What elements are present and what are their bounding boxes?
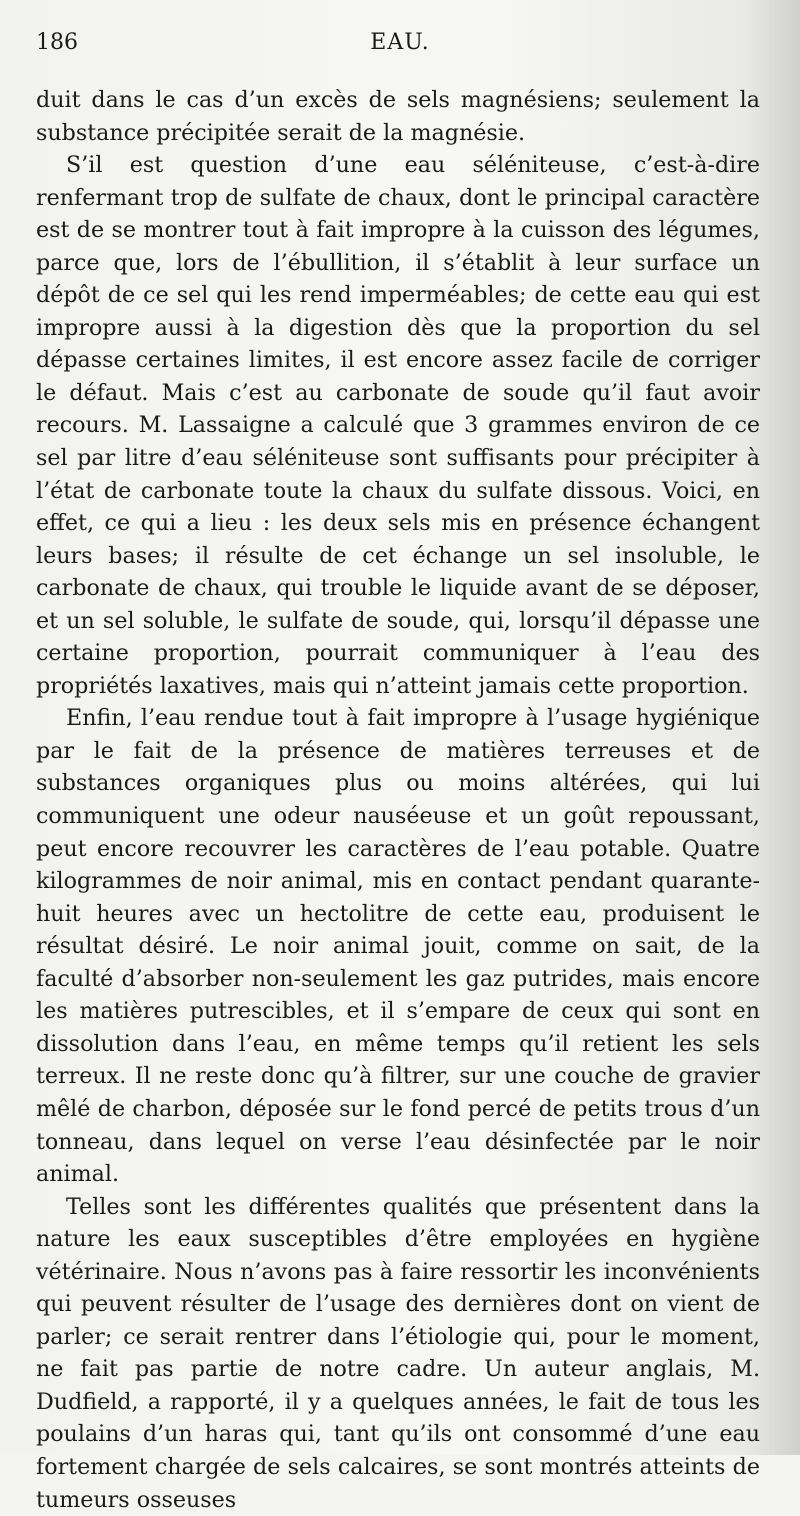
- paragraph-water-qualities: Telles sont les différentes qualités que présentent dans la nature les eaux susceptibles d’être employées en hygiène vétérinaire. Nous n’avons pas à faire ressortir les inconvénients qui peuvent résulter de l’usage des dernières dont on vient de parler; ce serait rentrer dans l’étiologie qui, pour le moment, ne fait pas partie de notre cadre. Un auteur anglais, M. Dudfield, a rapporté, il y a quelques années, le fait de tous les poulains d’un haras qui, tant qu’ils ont consommé d’une eau fortement chargée de sels calcaires, se sont montrés atteints de tumeurs osseuses: [36, 1193, 760, 1513]
- running-title: EAU.: [370, 30, 430, 55]
- paragraph-continuation: duit dans le cas d’un excès de sels magnésiens; seulement la substance précipitée serait de la magnésie.: [36, 87, 760, 146]
- page-number: 186: [36, 30, 78, 55]
- body-text: [36, 84, 760, 1516]
- paragraph-animal-charcoal: Enfin, l’eau rendue tout à fait impropre à l’usage hygiénique par le fait de la présence de matières terreuses et de substances organiques plus ou moins altérées, qui lui communiquent une odeur nauséeuse et un goût repoussant, peut encore recouvrer les caractères de l’eau potable. Quatre kilogrammes de noir animal, mis en contact pendant quarante-huit heures avec un hectolitre de cette eau, produisent le résultat désiré. Le noir animal jouit, comme on sait, de la faculté d’absorber non-seulement les gaz putrides, mais encore les matières putrescibles, et il s’empare de ceux qui sont en dissolution dans l’eau, en même temps qu’il retient les sels terreux. Il ne reste donc qu’à filtrer, sur une couche de gravier mêlé de charbon, déposée sur le fond percé de petits trous d’un tonneau, dans lequel on verse l’eau désinfectée par le noir animal.: [36, 705, 760, 1188]
- page-header: [36, 30, 764, 66]
- paragraph-selenite-water: S’il est question d’une eau séléniteuse, c’est-à-dire renfermant trop de sulfate de chaux, dont le principal caractère est de se montrer tout à fait impropre à la cuisson des légumes, parce que, lors de l’ébullition, il s’établit à leur surface un dépôt de ce sel qui les rend imperméables; de cette eau qui est impropre aussi à la digestion dès que la proportion du sel dépasse certaines limites, il est encore assez facile de corriger le défaut. Mais c’est au carbonate de soude qu’il faut avoir recours. M. Lassaigne a calculé que 3 grammes environ de ce sel par litre d’eau séléniteuse sont suffisants pour précipiter à l’état de carbonate toute la chaux du sulfate dissous. Voici, en effet, ce qui a lieu : les deux sels mis en présence échangent leurs bases; il résulte de cet échange un sel insoluble, le carbonate de chaux, qui trouble le liquide avant de se déposer, et un sel soluble, le sulfate de soude, qui, lorsqu’il dépasse une certaine proportion, pourrait communiquer à l’eau des propriétés laxatives, mais qui n’atteint jamais cette proportion.: [36, 152, 760, 699]
